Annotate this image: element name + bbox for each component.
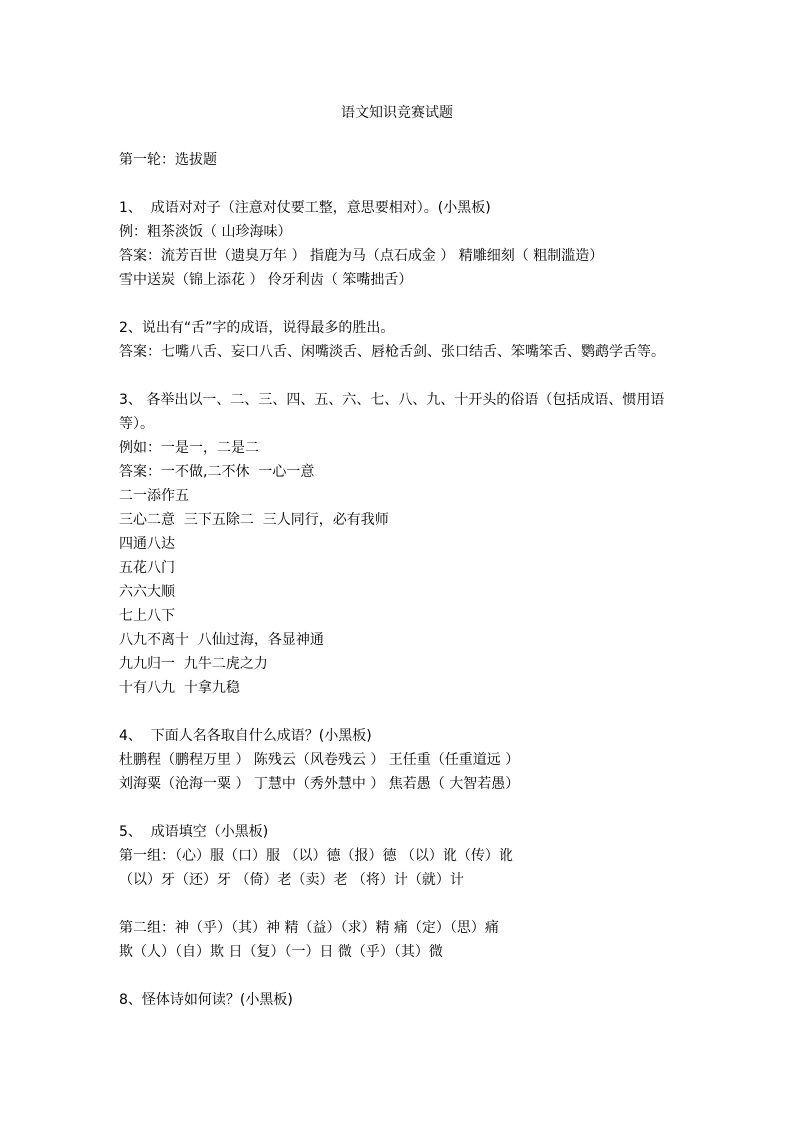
question-3-item: 七上八下: [119, 608, 175, 624]
question-4-names-line-2: 刘海粟（沧海一粟 ） 丁慧中（秀外慧中 ） 焦若愚（ 大智若愚）: [119, 776, 520, 792]
question-3-item: 八九不离十 八仙过海，各显神通: [119, 632, 324, 648]
spacer: [119, 892, 679, 916]
question-3-item: 二一添作五: [119, 488, 189, 504]
question-5-heading: 5、 成语填空（小黑板): [119, 824, 269, 840]
question-2-answer: 答案：七嘴八舌、妄口八舌、闲嘴淡舌、唇枪舌剑、张口结舌、笨嘴笨舌、鹦鹉学舌等。: [119, 344, 665, 360]
document-title: 语文知识竞赛试题: [341, 105, 453, 121]
question-5-group-1-line-1: 第一组：（心）服（口）服 （以）德（报）德 （以）讹（传）讹: [119, 848, 513, 864]
question-3-item: 四通八达: [119, 536, 175, 552]
question-4-heading: 4、 下面人名各取自什么成语？(小黑板): [119, 728, 372, 744]
question-2-heading: 2、说出有“舌”字的成语，说得最多的胜出。: [119, 320, 395, 336]
question-3-item: 十有八九 十拿九稳: [119, 680, 240, 696]
question-1-answer-extra: 雪中送炭（锦上添花 ） 伶牙利齿（ 笨嘴拙舌）: [119, 272, 413, 288]
question-1-heading: 1、 成语对对子（注意对仗要工整，意思要相对）。(小黑板): [119, 200, 491, 216]
question-3-item: 九九归一 九牛二虎之力: [119, 656, 268, 672]
question-3-answer: 答案：一不做,二不休 一心一意: [119, 464, 315, 480]
spacer: [119, 172, 679, 196]
question-3-item: 五花八门: [119, 560, 175, 576]
question-1-example: 例：粗茶淡饭（ 山珍海味）: [119, 224, 292, 240]
question-3-heading: 3、 各举出以一、二、三、四、五、六、七、八、九、十开头的俗语（包括成语、惯用语等）。: [119, 392, 665, 432]
spacer: [119, 964, 679, 988]
question-3-example: 例如：一是一，二是二: [119, 440, 259, 456]
spacer: [119, 364, 679, 388]
question-3-item: 六六大顺: [119, 584, 175, 600]
question-8-heading: 8、怪体诗如何读？(小黑板): [119, 992, 293, 1008]
question-4-names-line-1: 杜鹏程（鹏程万里 ） 陈残云（风卷残云 ） 王任重（任重道远 ）: [119, 752, 520, 768]
question-5-group-2-line-1: 第二组：神（乎）（其）神 精（益）（求）精 痛（定）（思）痛: [119, 920, 499, 936]
question-3-item: 三心二意 三下五除二 三人同行，必有我师: [119, 512, 389, 528]
spacer: [119, 292, 679, 316]
question-5-group-2-line-2: 欺（人）（自）欺 日（复）（一）日 微（乎）（其）微: [119, 944, 443, 960]
round-heading: 第一轮：选拔题: [119, 152, 217, 168]
spacer: [119, 700, 679, 724]
question-1-answer: 答案：流芳百世（遗臭万年 ） 指鹿为马（点石成金 ） 精雕细刻（ 粗制滥造）: [119, 248, 604, 264]
document-body: [119, 148, 679, 1012]
spacer: [119, 796, 679, 820]
question-5-group-1-line-2: （以）牙（还）牙 （倚）老（卖）老 （将）计（就）计: [119, 872, 464, 888]
